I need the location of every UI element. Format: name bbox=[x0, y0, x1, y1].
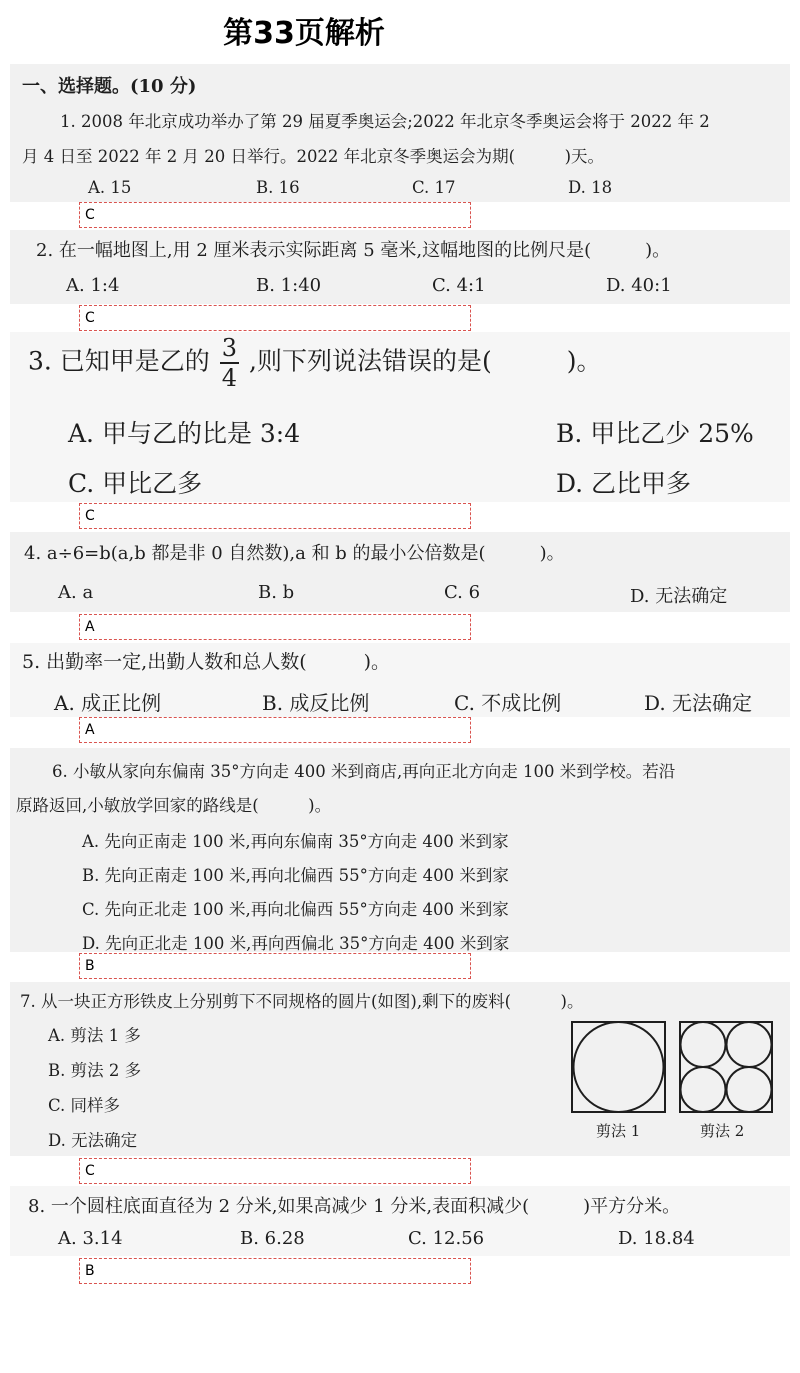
section-title: 一、选择题。(10 分) bbox=[22, 76, 197, 97]
question-7-option-c: C. 同样多 bbox=[48, 1096, 121, 1115]
question-6-option-a: A. 先向正南走 100 米,再向东偏南 35°方向走 400 米到家 bbox=[82, 832, 509, 851]
cutting-method-1-label: 剪法 1 bbox=[596, 1122, 641, 1140]
question-5-option-a: A. 成正比例 bbox=[54, 691, 162, 715]
question-3-stem-prefix: 3. 已知甲是乙的 bbox=[28, 346, 210, 376]
question-6-scan bbox=[10, 748, 790, 952]
question-2-option-c: C. 4:1 bbox=[432, 275, 486, 296]
question-4-option-c: C. 6 bbox=[444, 582, 481, 603]
question-7-option-d: D. 无法确定 bbox=[48, 1131, 138, 1150]
question-8-option-b: B. 6.28 bbox=[240, 1228, 305, 1249]
question-4-line-1: 4. a÷6=b(a,b 都是非 0 自然数),a 和 b 的最小公倍数是( )。 bbox=[24, 543, 565, 564]
question-8-option-d: D. 18.84 bbox=[618, 1228, 695, 1249]
question-8-scan bbox=[10, 1186, 790, 1256]
cutting-method-2-label: 剪法 2 bbox=[700, 1122, 745, 1140]
question-7-line-1: 7. 从一块正方形铁皮上分别剪下不同规格的圆片(如图),剩下的废料( )。 bbox=[20, 992, 584, 1011]
question-5-line-1: 5. 出勤率一定,出勤人数和总人数( )。 bbox=[22, 651, 391, 673]
question-6-line-2: 原路返回,小敏放学回家的路线是( )。 bbox=[16, 796, 332, 815]
question-6-line-1: 6. 小敏从家向东偏南 35°方向走 400 米到商店,再向正北方向走 100 米到学校。若沿 bbox=[52, 762, 676, 781]
question-7-option-b: B. 剪法 2 多 bbox=[48, 1061, 142, 1080]
question-4-option-d: D. 无法确定 bbox=[630, 586, 728, 607]
cutting-method-2-figure bbox=[680, 1022, 772, 1112]
question-1-option-a: A. 15 bbox=[88, 178, 132, 197]
question-2-answer-box[interactable]: C bbox=[79, 305, 471, 331]
question-1-line-1: 1. 2008 年北京成功举办了第 29 届夏季奥运会;2022 年北京冬季奥运会将于 2022 年 2 bbox=[60, 112, 710, 131]
question-3-answer-box[interactable]: C bbox=[79, 503, 471, 529]
question-3-stem-suffix: ,则下列说法错误的是( )。 bbox=[249, 346, 602, 376]
question-1-scan bbox=[10, 64, 790, 202]
question-8-option-c: C. 12.56 bbox=[408, 1228, 485, 1249]
question-5-option-d: D. 无法确定 bbox=[644, 691, 753, 715]
question-6-option-d: D. 先向正北走 100 米,再向西偏北 35°方向走 400 米到家 bbox=[82, 934, 510, 953]
question-3-option-a: A. 甲与乙的比是 3:4 bbox=[68, 419, 301, 448]
question-4-scan bbox=[10, 532, 790, 612]
question-6-option-c: C. 先向正北走 100 米,再向北偏西 55°方向走 400 米到家 bbox=[82, 900, 509, 919]
question-1-answer-box[interactable]: C bbox=[79, 202, 471, 228]
page-title: 第33页解析 bbox=[223, 16, 385, 51]
question-2-scan bbox=[10, 230, 790, 304]
question-8-option-a: A. 3.14 bbox=[58, 1228, 123, 1249]
question-4-answer-box[interactable]: A bbox=[79, 614, 471, 640]
question-2-line-1: 2. 在一幅地图上,用 2 厘米表示实际距离 5 毫米,这幅地图的比例尺是( )。 bbox=[36, 240, 671, 261]
question-3-fraction bbox=[220, 336, 239, 390]
question-2-option-b: B. 1:40 bbox=[256, 275, 322, 296]
question-1-option-b: B. 16 bbox=[256, 178, 300, 197]
question-6-answer-box[interactable]: B bbox=[79, 953, 471, 979]
question-7-option-a: A. 剪法 1 多 bbox=[48, 1026, 141, 1045]
question-1-option-c: C. 17 bbox=[412, 178, 456, 197]
question-4-option-a: A. a bbox=[58, 582, 94, 603]
question-6-option-b: B. 先向正南走 100 米,再向北偏西 55°方向走 400 米到家 bbox=[82, 866, 509, 885]
question-7-scan bbox=[10, 982, 790, 1156]
cutting-method-1-figure bbox=[572, 1022, 665, 1112]
question-1-option-d: D. 18 bbox=[568, 178, 613, 197]
question-3-fraction-denominator: 4 bbox=[221, 364, 238, 392]
question-5-option-c: C. 不成比例 bbox=[454, 691, 562, 715]
question-2-option-d: D. 40:1 bbox=[606, 275, 672, 296]
question-2-option-a: A. 1:4 bbox=[66, 275, 120, 296]
question-3-option-b: B. 甲比乙少 25% bbox=[556, 419, 754, 448]
question-3-option-c: C. 甲比乙多 bbox=[68, 469, 203, 498]
question-1-line-2: 月 4 日至 2022 年 2 月 20 日举行。2022 年北京冬季奥运会为期( )天。 bbox=[22, 147, 605, 166]
question-5-scan bbox=[10, 643, 790, 717]
question-3-option-d: D. 乙比甲多 bbox=[556, 469, 692, 498]
cutting-figure bbox=[570, 1020, 774, 1115]
question-3-scan bbox=[10, 332, 790, 502]
question-5-answer-box[interactable]: A bbox=[79, 717, 471, 743]
question-7-answer-box[interactable]: C bbox=[79, 1158, 471, 1184]
question-8-answer-box[interactable]: B bbox=[79, 1258, 471, 1284]
question-4-option-b: B. b bbox=[258, 582, 295, 603]
question-5-option-b: B. 成反比例 bbox=[262, 691, 370, 715]
question-8-line-1: 8. 一个圆柱底面直径为 2 分米,如果高减少 1 分米,表面积减少( )平方分米。 bbox=[28, 1196, 681, 1217]
question-3-stem bbox=[28, 336, 601, 390]
question-3-fraction-numerator: 3 bbox=[221, 334, 238, 362]
